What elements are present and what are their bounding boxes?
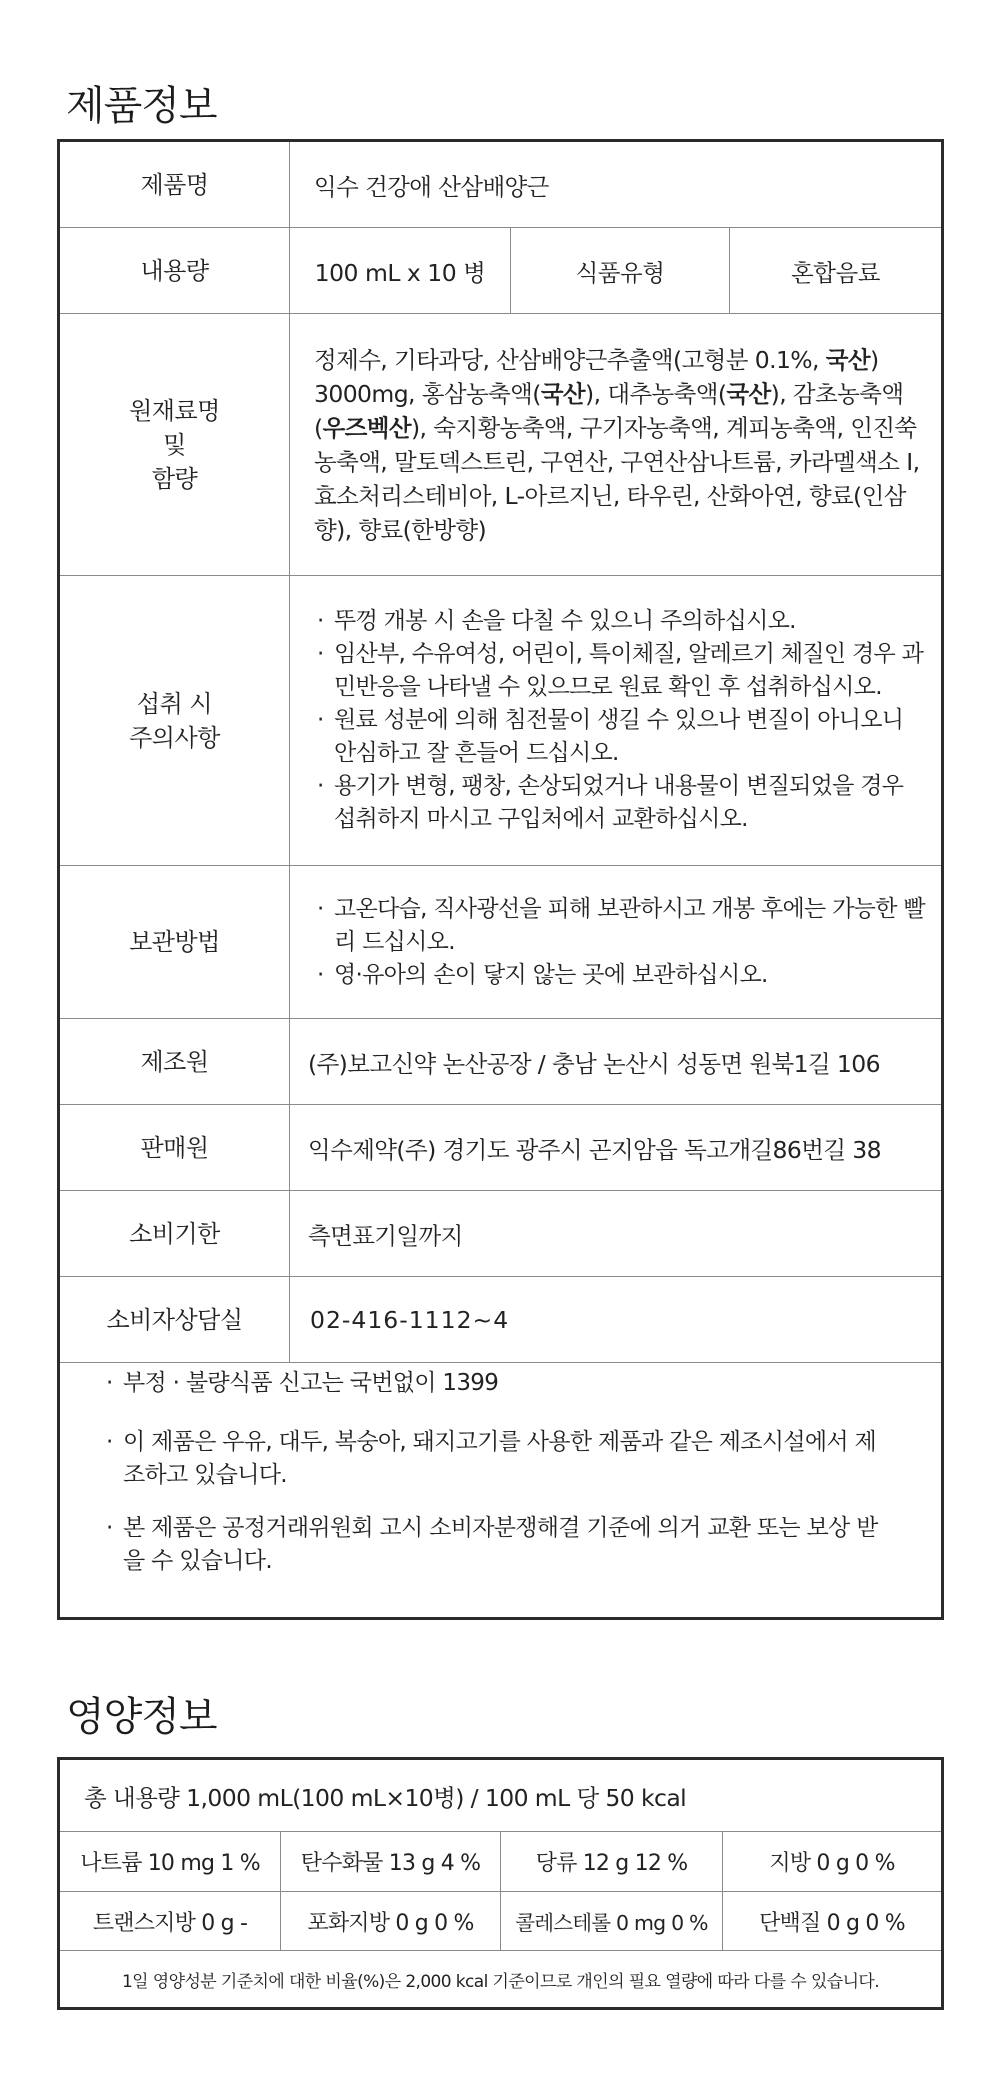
- label-ingredients: 원재료명 및 함량: [60, 314, 290, 575]
- label-expiry: 소비기한: [60, 1191, 290, 1276]
- origin-country: 우즈벡산: [322, 413, 411, 442]
- storage-list: [314, 893, 927, 992]
- row-volume: [60, 228, 941, 314]
- nutrient-fat: 지방 0 g 0 %: [722, 1832, 941, 1891]
- nutrition-row-1: [60, 1832, 941, 1892]
- label-food-type: 식품유형: [510, 228, 729, 313]
- nutrient-saturated-fat: 포화지방 0 g 0 %: [280, 1892, 500, 1950]
- label-storage: 보관방법: [60, 866, 290, 1018]
- nutrition-total-row: [60, 1760, 941, 1832]
- value-ingredients: [290, 314, 941, 575]
- list-item: · 이 제품은 우유, 대두, 복숭아, 돼지고기를 사용한 제품과 같은 제조시설에서 제조하고 있습니다.: [103, 1426, 891, 1492]
- nutrition-total: 총 내용량 1,000 mL(100 mL×10병) / 100 mL 당 50 kcal: [84, 1784, 687, 1812]
- origin-country: 국산: [540, 379, 586, 408]
- row-consult: [60, 1277, 941, 1363]
- value-expiry: 측면표기일까지: [308, 1221, 463, 1250]
- row-product-name: [60, 142, 941, 228]
- label-seller: 판매원: [60, 1105, 290, 1190]
- nutrient-trans-fat: 트랜스지방 0 g -: [92, 1910, 248, 1936]
- label-volume: 내용량: [60, 228, 290, 313]
- nutrient-carbohydrate: 탄수화물 13 g 4 %: [280, 1832, 500, 1891]
- label-manufacturer: 제조원: [60, 1019, 290, 1104]
- ingredient-text: ) 3000mg, 홍삼농축액(: [314, 345, 879, 408]
- list-item: · 원료 성분에 의해 침전물이 생길 수 있으나 변질이 아니오니 안심하고 잘 흔들어 드십시오.: [314, 704, 927, 770]
- list-item: · 임산부, 수유여성, 어린이, 특이체질, 알레르기 체질인 경우 과민반응을 나타낼 수 있으므로 원료 확인 후 섭취하십시오.: [314, 638, 927, 704]
- label-product-name: 제품명: [60, 142, 290, 227]
- nutrient-sodium: 나트륨 10 mg 1 %: [80, 1851, 260, 1876]
- product-info-table: [57, 139, 944, 1620]
- product-notes: [60, 1367, 941, 1598]
- nutrition-footnote: 1일 영양성분 기준치에 대한 비율(%)은 2,000 kcal 기준이므로 개인의 필요 열량에 따라 다를 수 있습니다.: [121, 1971, 880, 1992]
- value-product-name: 익수 건강애 산삼배양근: [314, 172, 549, 201]
- row-manufacturer: [60, 1019, 941, 1105]
- origin-country: 국산: [726, 379, 771, 408]
- list-item: · 용기가 변형, 팽창, 손상되었거나 내용물이 변질되었을 경우 섭취하지 마시고 구입처에서 교환하십시오.: [314, 770, 927, 836]
- ingredients-text: [314, 343, 927, 547]
- value-seller: 익수제약(주) 경기도 광주시 곤지암읍 독고개길86번길 38: [308, 1135, 882, 1164]
- value-storage: [290, 866, 941, 1018]
- row-storage: [60, 866, 941, 1019]
- product-info-heading: 제품정보: [66, 83, 217, 129]
- row-expiry: [60, 1191, 941, 1277]
- list-item: · 뚜껑 개봉 시 손을 다칠 수 있으니 주의하십시오.: [314, 605, 927, 638]
- list-item: · 본 제품은 공정거래위원회 고시 소비자분쟁해결 기준에 의거 교환 또는 보상 받을 수 있습니다.: [103, 1512, 891, 1578]
- label-consult: 소비자상담실: [60, 1277, 290, 1362]
- nutrient-cholesterol: 콜레스테롤 0 mg 0 %: [500, 1892, 722, 1950]
- value-manufacturer: (주)보고신약 논산공장 / 충남 논산시 성동면 원북1길 106: [308, 1049, 880, 1078]
- row-caution: [60, 576, 941, 866]
- nutrient-protein: 단백질 0 g 0 %: [722, 1892, 941, 1950]
- value-consult: 02-416-1112~4: [310, 1305, 510, 1334]
- value-caution: [290, 576, 941, 865]
- nutrition-table: [57, 1757, 944, 2010]
- list-item: · 부정 · 불량식품 신고는 국번없이 1399: [103, 1367, 891, 1400]
- ingredient-text: ), 감초농축액(: [314, 379, 904, 442]
- list-item: · 고온다습, 직사광선을 피해 보관하시고 개봉 후에는 가능한 빨리 드십시오.: [314, 893, 927, 959]
- nutrition-row-2: [60, 1892, 941, 1951]
- value-food-type: 혼합음료: [729, 228, 941, 313]
- nutrient-sugar: 당류 12 g 12 %: [500, 1832, 722, 1891]
- label-caution: 섭취 시 주의사항: [60, 576, 290, 865]
- caution-list: [314, 605, 927, 836]
- nutrition-heading: 영양정보: [66, 1694, 217, 1740]
- row-ingredients: [60, 314, 941, 576]
- value-volume: 100 mL x 10 병: [314, 258, 486, 287]
- ingredient-text: ), 대추농축액(: [585, 379, 727, 408]
- origin-country: 국산: [825, 345, 870, 374]
- row-seller: [60, 1105, 941, 1191]
- list-item: · 영·유아의 손이 닿지 않는 곳에 보관하십시오.: [314, 959, 927, 992]
- ingredient-text: ), 숙지황농축액, 구기자농축액, 계피농축액, 인진쑥농축액, 말토덱스트린, 구연산, 구연산삼나트륨, 카라멜색소 I, 효소처리스테비아, L-아르지닌, 타우린, 산화아연, 향료(인삼향), 향료(한방향): [314, 413, 920, 544]
- ingredient-text: 정제수, 기타과당, 산삼배양근추출액(고형분 0.1%,: [314, 345, 826, 374]
